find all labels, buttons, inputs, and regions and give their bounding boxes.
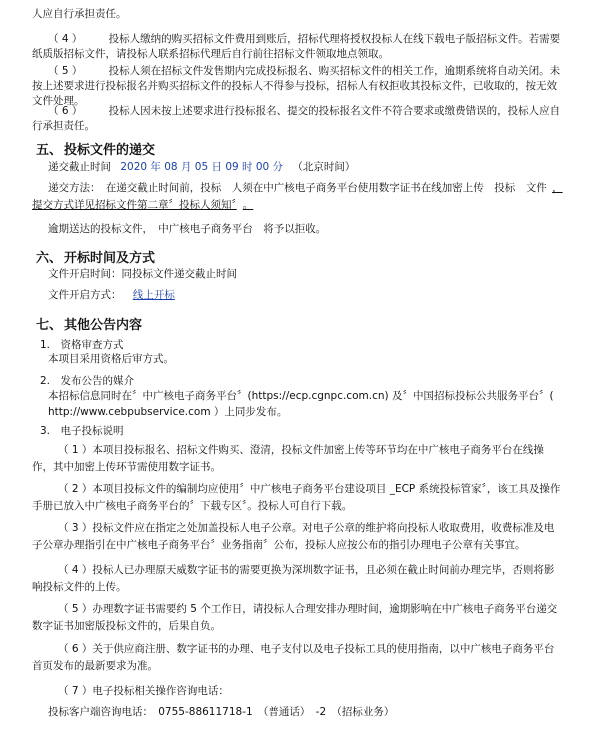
section6-number: 六、 (36, 251, 63, 266)
online-opening-link[interactable]: 线上开标 (132, 289, 175, 301)
item1-body: 本项目采用资格后审方式。 (48, 353, 174, 365)
item3-sub-1: （ 1 ）本项目投标报名、招标文件购买、澄清，投标文件加密上传等环节均在中广核电子商务平台在线操作，其中加密上传环节需使用数字证书。 (32, 444, 544, 473)
late-submission-line: 逾期送达的投标文件， 中广核电子商务平台 将予以拒收。 (48, 223, 327, 235)
top-fragment: 人应自行承担责任。 (32, 8, 127, 20)
section6-title: 开标时间及方式 (64, 251, 156, 266)
section4-item-5: （ 5 ） 投标人须在招标文件发售期内完成投标报名、购买招标文件的相关工作，逾期系统将自动关闭。未按上述要求进行投标报名并购买招标文件的投标人不得参与投标，招标人有权拒收其投标文件，已收取的，按无效文件处理。 (32, 65, 561, 107)
opening-method-label: 文件开启方式： (48, 289, 122, 301)
section6-heading (36, 247, 155, 266)
item3-sub-7: （ 7 ）电子投标相关操作咨询电话： (58, 685, 229, 697)
section7-number: 七、 (36, 318, 63, 333)
submit-method-reference: 提交方式详见招标文件第二章〞投标人须知〞 (32, 199, 237, 211)
item1-heading: 1. 资格审查方式 (40, 339, 124, 351)
item3-sub-6: （ 6 ）关于供应商注册、数字证书的办理、电子支付以及电子投标工具的使用指南，以中广核电子商务平台首页发布的最新要求为准。 (32, 643, 555, 672)
section5-heading (36, 139, 155, 158)
item2-heading: 2. 发布公告的媒介 (40, 375, 135, 387)
opening-time-line: 文件开启时间：同投标文件递交截止时间 (48, 268, 237, 280)
submit-method-line1 (48, 181, 563, 196)
item3-sub-4: （ 4 ）投标人已办理原天威数字证书的需要更换为深圳数字证书，且必须在截止时间前办理完毕，否则将影响投标文件的上传。 (32, 564, 555, 593)
item3-heading: 3. 电子投标说明 (40, 425, 124, 437)
submit-method-reference-tail: 。 (242, 199, 254, 211)
section5-number: 五、 (36, 143, 63, 158)
deadline-line (48, 160, 355, 175)
submit-method-tail: ， (552, 182, 563, 194)
deadline-label: 递交截止时间 (48, 161, 111, 173)
opening-method-line (48, 288, 175, 303)
item3-sub-2: （ 2 ）本项目投标文件的编制均应使用〞中广核电子商务平台建设项目 _ECP 系统投标管家〞，该工具及操作手册已放入中广核电子商务平台的〞下载专区〞。投标人可自行下载。 (32, 483, 561, 512)
section4-item-6: （ 6 ） 投标人因未按上述要求进行投标报名、提交的投标报名文件不符合要求或缴费错误的，投标人应自行承担责任。 (32, 105, 561, 132)
hotline-line: 投标客户端咨询电话： 0755-88611718-1 （普通话） -2 （招标业务） (48, 706, 395, 718)
item3-sub-3: （ 3 ）投标文件应在指定之处加盖投标人电子公章。对电子公章的维护将向投标人收取费用，收费标准及电子公章办理指引在中广核电子商务平台〞业务指南〞公布，投标人应按公布的指引办理电子公章有关事宜。 (32, 522, 555, 551)
section7-title: 其他公告内容 (64, 318, 143, 333)
deadline-note: （北京时间） (292, 161, 356, 173)
deadline-value: 2020 年 08 月 05 日 09 时 00 分 (120, 161, 284, 173)
section5-title: 投标文件的递交 (64, 143, 156, 158)
submit-method-text: 递交方法： 在递交截止时间前，投标 人须在中广核电子商务平台使用数字证书在线加密上传 投标 文件 (48, 182, 547, 194)
item3-sub-5: （ 5 ）办理数字证书需要约 5 个工作日，请投标人合理安排办理时间，逾期影响在中广核电子商务平台递交数字证书加密版投标文件的，后果自负。 (32, 603, 558, 632)
item2-body: 本招标信息同时在〞中广核电子商务平台〞(https://ecp.cgnpc.com.cn) 及〞中国招标投标公共服务平台〞( http://www.cebpubservice.com ）上同步发布。 (48, 390, 554, 418)
section4-item-4: （ 4 ） 投标人缴纳的购买招标文件费用到账后，招标代理将授权投标人在线下载电子版招标文件。若需要纸质版招标文件，请投标人联系招标代理后自行前往招标文件领取地点领取。 (32, 33, 561, 60)
section7-heading (36, 314, 142, 333)
submit-method-line2 (32, 198, 562, 213)
